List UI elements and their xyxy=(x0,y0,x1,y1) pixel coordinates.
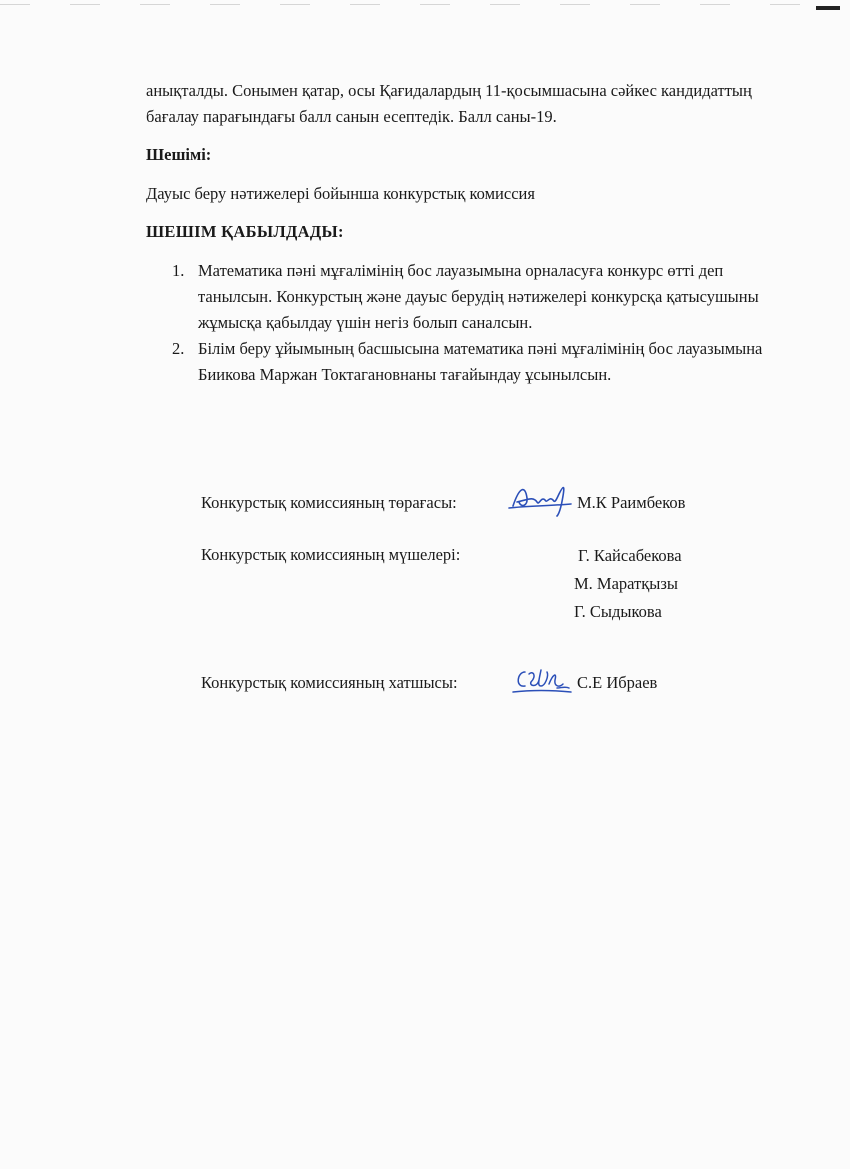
scan-artifact-mark xyxy=(816,6,840,10)
decision-item xyxy=(146,258,776,336)
secretary-label: Конкурстық комиссияның хатшысы: xyxy=(201,673,458,692)
secretary-signature-row xyxy=(201,670,658,696)
members-signature-row xyxy=(201,542,460,568)
member-name: Г. Кайсабекова xyxy=(578,546,682,565)
member-names-list xyxy=(574,542,682,626)
chair-name: М.К Раимбеков xyxy=(577,493,686,512)
decision-item xyxy=(146,336,776,388)
chair-handwritten-signature xyxy=(507,478,575,518)
decision-text: Математика пәні мұғалімінің бос лауазымына орналасуға конкурс өтті деп танылсын. Конкурстың және дауыс берудің нәтижелері конкурсқа қатысушыны жұмысқа қабылдау үшін негіз болып саналсын. xyxy=(198,261,759,332)
secretary-name: С.Е Ибраев xyxy=(577,673,658,692)
members-label: Конкурстық комиссияның мүшелері: xyxy=(201,545,461,564)
decision-number: 2. xyxy=(172,339,185,358)
member-name: М. Маратқызы xyxy=(574,574,678,593)
member-name: Г. Сыдыкова xyxy=(574,602,662,621)
commission-paragraph: Дауыс беру нәтижелері бойынша конкурстық комиссия xyxy=(146,184,535,203)
solution-heading: Шешімі: xyxy=(146,145,212,164)
decision-list xyxy=(146,258,776,388)
decision-text: Білім беру ұйымының басшысына математика пәні мұғалімінің бос лауазымына Биикова Маржан Токтагановнаны тағайындау ұсынылсын. xyxy=(198,339,763,384)
decision-number: 1. xyxy=(172,261,185,280)
scan-artifact-line xyxy=(0,4,820,5)
intro-paragraph: анықталды. Сонымен қатар, осы Қағидалардың 11-қосымшасына сәйкес кандидаттың бағалау парағындағы балл санын есептедік. Балл саны-19. xyxy=(146,81,752,126)
decision-heading: ШЕШІМ ҚАБЫЛДАДЫ: xyxy=(146,222,344,241)
chair-label: Конкурстық комиссияның төрағасы: xyxy=(201,493,457,512)
chair-signature-row xyxy=(201,490,686,516)
secretary-handwritten-signature xyxy=(511,662,573,698)
